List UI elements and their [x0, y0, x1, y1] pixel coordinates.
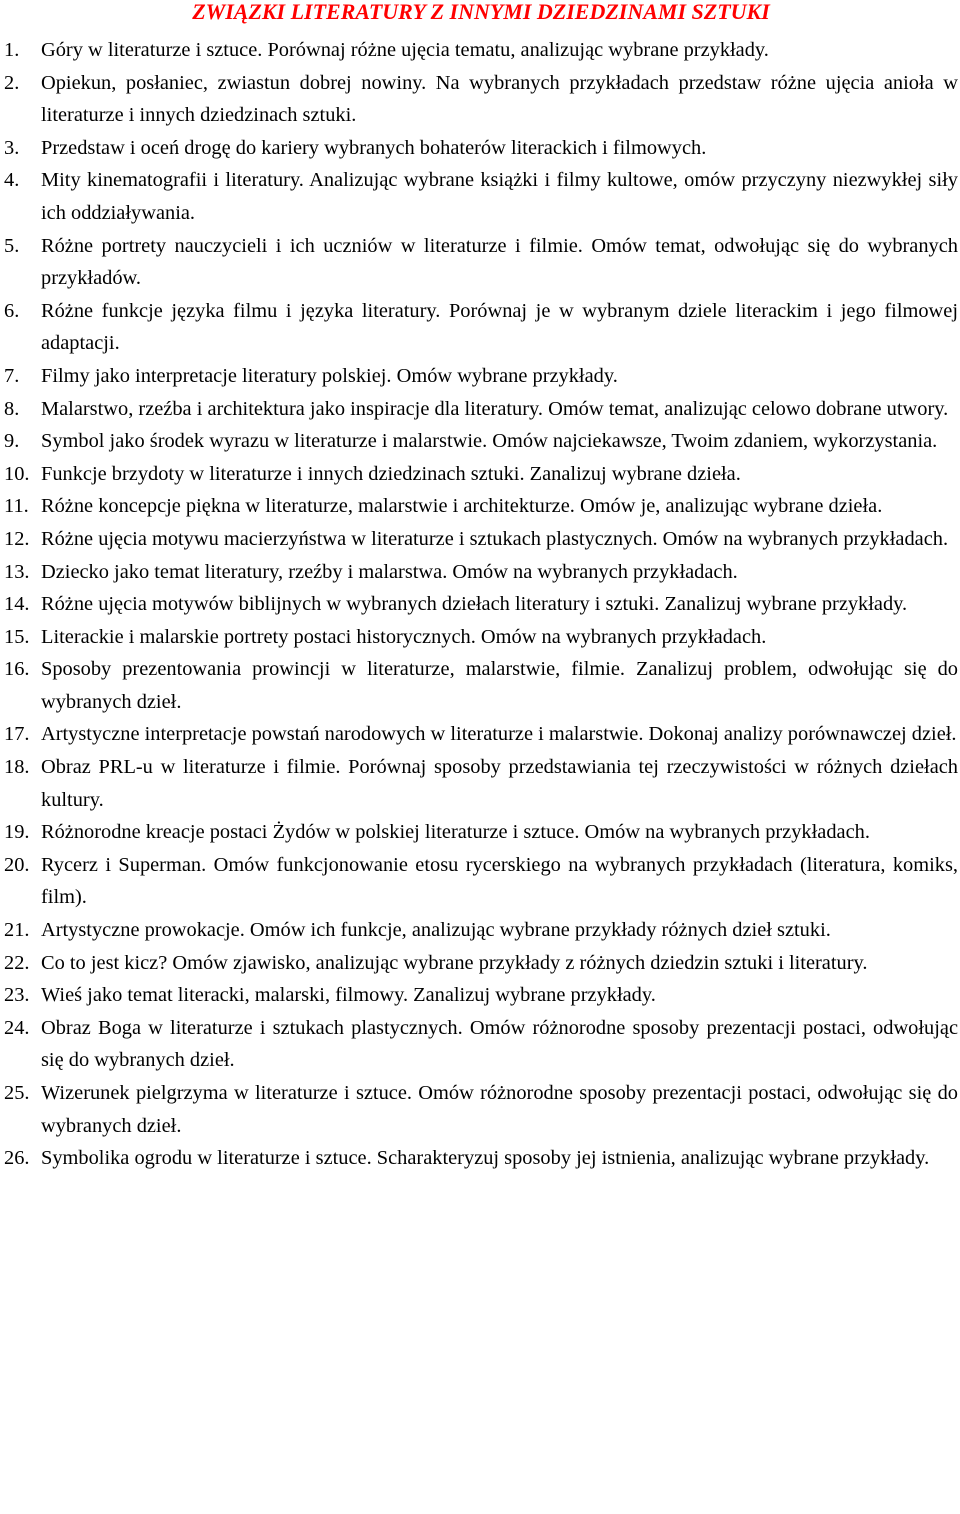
topic-number: 26. — [4, 1147, 30, 1170]
topic-text: Filmy jako interpretacje literatury polskiej. Omów wybrane przykłady. — [41, 364, 618, 387]
topic-item — [4, 393, 958, 426]
topic-text: Wieś jako temat literacki, malarski, filmowy. Zanalizuj wybrane przykłady. — [41, 984, 656, 1007]
topic-text: Malarstwo, rzeźba i architektura jako inspiracje dla literatury. Omów temat, analizując celowo dobrane utwory. — [41, 397, 949, 420]
topic-number: 15. — [4, 625, 30, 648]
topic-number: 6. — [4, 299, 20, 322]
topic-text: Różne ujęcia motywu macierzyństwa w literaturze i sztukach plastycznych. Omów na wybranych przykładach. — [41, 527, 949, 550]
topic-text: Opiekun, posłaniec, zwiastun dobrej nowiny. Na wybranych przykładach przedstaw różne ujęcia anioła w literaturze i innych dziedzinach sztuki. — [41, 71, 958, 127]
topic-item — [4, 458, 958, 491]
topic-item — [4, 816, 958, 849]
topic-text: Artystyczne prowokacje. Omów ich funkcje, analizując wybrane przykłady różnych dzieł sztuki. — [41, 919, 831, 942]
topic-number: 7. — [4, 364, 20, 387]
topic-item — [4, 718, 958, 751]
topic-text: Rycerz i Superman. Omów funkcjonowanie etosu rycerskiego na wybranych przykładach (literatura, komiks, film). — [41, 853, 958, 909]
topic-text: Obraz Boga w literaturze i sztukach plastycznych. Omów różnorodne sposoby prezentacji postaci, odwołując się do wybranych dzieł. — [41, 1016, 958, 1072]
topic-text: Mity kinematografii i literatury. Analizując wybrane książki i filmy kultowe, omów przyczyny niezwykłej siły ich oddziaływania. — [41, 169, 958, 224]
topic-text: Symbol jako środek wyrazu w literaturze i malarstwie. Omów najciekawsze, Twoim zdaniem, wykorzystania. — [41, 430, 938, 453]
topic-number: 18. — [4, 756, 30, 779]
topic-item — [4, 1012, 958, 1077]
topic-number: 23. — [4, 984, 30, 1007]
topic-item — [4, 490, 958, 523]
topic-item — [4, 132, 958, 165]
topic-number: 3. — [4, 136, 20, 159]
topic-text: Co to jest kicz? Omów zjawisko, analizując wybrane przykłady z różnych dziedzin sztuki i literatury. — [41, 951, 868, 974]
topic-item — [4, 67, 958, 132]
topic-number: 16. — [4, 658, 30, 681]
document-title: ZWIĄZKI LITERATURY Z INNYMI DZIEDZINAMI SZTUKI — [192, 0, 770, 24]
topic-text: Obraz PRL-u w literaturze i filmie. Porównaj sposoby przedstawiania tej rzeczywistości w różnych dziełach kultury. — [41, 756, 958, 811]
topic-number: 12. — [4, 527, 30, 550]
topic-item — [4, 849, 958, 914]
topic-number: 9. — [4, 430, 20, 453]
topic-item — [4, 360, 958, 393]
topic-number: 1. — [4, 39, 20, 61]
topic-text: Literackie i malarskie portrety postaci historycznych. Omów na wybranych przykładach. — [41, 625, 767, 648]
topic-text: Góry w literaturze i sztuce. Porównaj różne ujęcia tematu, analizując wybrane przykłady. — [41, 39, 769, 61]
topic-number: 20. — [4, 853, 30, 876]
topic-item — [4, 947, 958, 980]
topic-item — [4, 523, 958, 556]
topic-text: Wizerunek pielgrzyma w literaturze i sztuce. Omów różnorodne sposoby prezentacji postaci, odwołując się do wybranych dzieł. — [41, 1082, 958, 1137]
topic-number: 21. — [4, 919, 30, 942]
topic-number: 24. — [4, 1016, 30, 1039]
topic-number: 14. — [4, 593, 30, 616]
topic-text: Różne ujęcia motywów biblijnych w wybranych dziełach literatury i sztuki. Zanalizuj wybrane przykłady. — [41, 593, 908, 616]
topic-item — [4, 653, 958, 718]
topic-item — [4, 588, 958, 621]
topic-item — [4, 230, 958, 295]
topic-item — [4, 914, 958, 947]
topic-item — [4, 979, 958, 1012]
topic-item — [4, 425, 958, 458]
topic-text: Sposoby prezentowania prowincji w literaturze, malarstwie, filmie. Zanalizuj problem, odwołując się do wybranych dzieł. — [41, 658, 958, 713]
topic-number: 8. — [4, 397, 20, 420]
topic-item — [4, 621, 958, 654]
topic-number: 19. — [4, 821, 30, 844]
topic-item — [4, 1142, 958, 1175]
topic-number: 17. — [4, 723, 30, 746]
topic-item — [4, 295, 958, 360]
topic-item — [4, 164, 958, 229]
topic-number: 22. — [4, 951, 30, 974]
topic-text: Dziecko jako temat literatury, rzeźby i malarstwa. Omów na wybranych przykładach. — [41, 560, 738, 583]
topic-item — [4, 1077, 958, 1142]
topic-item — [4, 556, 958, 589]
topic-text: Różnorodne kreacje postaci Żydów w polskiej literaturze i sztuce. Omów na wybranych przykładach. — [41, 821, 870, 844]
topic-text: Artystyczne interpretacje powstań narodowych w literaturze i malarstwie. Dokonaj analizy porównawczej dzieł. — [41, 723, 957, 746]
topic-text: Funkcje brzydoty w literaturze i innych dziedzinach sztuki. Zanalizuj wybrane dzieła. — [41, 462, 741, 485]
topic-text: Różne koncepcje piękna w literaturze, malarstwie i architekturze. Omów je, analizując wybrane dzieła. — [41, 495, 883, 518]
topic-list — [4, 34, 958, 1175]
topic-number: 13. — [4, 560, 30, 583]
topic-number: 4. — [4, 169, 20, 192]
topic-item — [4, 34, 958, 67]
topic-text: Przedstaw i oceń drogę do kariery wybranych bohaterów literackich i filmowych. — [41, 136, 707, 159]
topic-number: 10. — [4, 462, 30, 485]
topic-text: Różne funkcje języka filmu i języka literatury. Porównaj je w wybranym dziele literackim i jego filmowej adaptacji. — [41, 299, 958, 355]
topic-number: 11. — [4, 495, 29, 518]
topic-number: 2. — [4, 71, 20, 94]
topic-text: Różne portrety nauczycieli i ich uczniów w literaturze i filmie. Omów temat, odwołując się do wybranych przykładów. — [41, 234, 958, 290]
topic-number: 25. — [4, 1082, 30, 1104]
topic-text: Symbolika ogrodu w literaturze i sztuce. Scharakteryzuj sposoby jej istnienia, analizując wybrane przykłady. — [41, 1147, 930, 1170]
topic-item — [4, 751, 958, 816]
topic-number: 5. — [4, 234, 20, 257]
